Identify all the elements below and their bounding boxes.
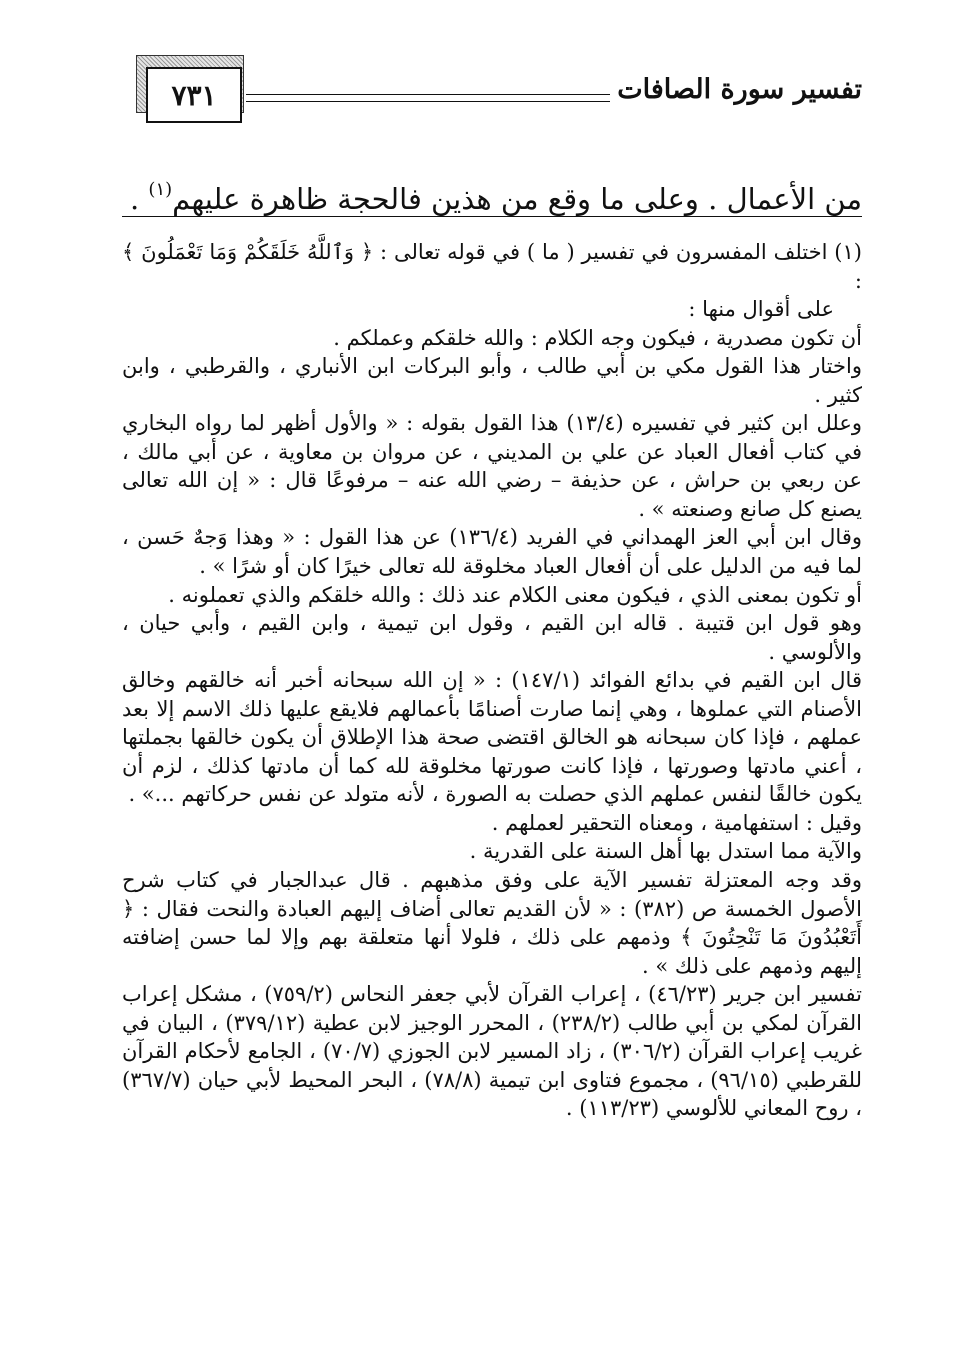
footnote-paragraph: على أقوال منها :: [688, 297, 834, 322]
footnote-paragraph: وقال ابن أبي العز الهمداني في الفريد (١٣٦/٤) عن هذا القول : « وهذا وَجهٌ حَسن ، لما فيه من الدليل على أن أفعال العباد مخلوقة لله تعالى خيرًا كان أو شرًا » .: [122, 525, 862, 579]
running-title: تفسير سورة الصافات: [617, 74, 862, 105]
page-number: ٧٣١: [171, 78, 217, 112]
footnote-paragraph: قال ابن القيم في بدائع الفوائد (١٤٧/١) : « إن الله سبحانه أخبر أنه خالقهم وخالق الأصنام التي عملوها ، وهي إنما صارت أصنامًا بأعمالهم فلايقع عليها ذلك الاسم إلا بعد عملهم ، فإذا كان سبحانه هو الخالق اقتضى صحة هذا الإطلاق أن يكون خالقها بجملتها ، أعني مادتها وصورتها ، فإذا كانت صورتها مخلوقة لله كما أن مادتها كذلك ، لزم أن يكون خالقًا لنفس عملهم الذي حصلت به الصورة ، لأنه متولد عن نفس حركاتهم ...» .: [122, 668, 862, 807]
main-text-line: [122, 168, 862, 221]
footnote-paragraph: وعلل ابن كثير في تفسيره (١٣/٤) هذا القول بقوله : « والأول أظهر لما رواه البخاري في كتاب أفعال العباد عن علي بن المديني ، عن مروان بن معاوية ، عن أبي مالك ، عن ربعي بن حراش ، عن حذيفة – رضي الله عنه – مرفوعًا قال : « إن الله تعالى يصنع كل صانع وصنعته » .: [122, 411, 862, 521]
footnote-paragraph: وهو قول ابن قتيبة . قاله ابن القيم ، وقول ابن تيمية ، وابن القيم ، وأبي حيان ، والألوسي .: [122, 611, 862, 664]
main-text-end: .: [129, 182, 149, 216]
footnote-paragraph: واختار هذا القول مكي بن أبي طالب ، وأبو البركات ابن الأنباري ، والقرطبي ، وابن كثير .: [122, 354, 862, 407]
page-number-box: [146, 67, 242, 123]
footnote-paragraph: وقيل : استفهامية ، ومعناه التحقير لعملهم .: [491, 810, 862, 835]
footnote-paragraph: (١) اختلف المفسرون في تفسير ( ما ) في قوله تعالى : ﴿ وَٱللَّهُ خَلَقَكُمْ وَمَا تَعْمَلُونَ ﴾ :: [122, 240, 862, 293]
footnote-paragraph: تفسير ابن جرير (٤٦/٢٣) ، إعراب القرآن لأبي جعفر النحاس (٧٥٩/٢) ، مشكل إعراب القرآن لمكي بن أبي طالب (٢٣٨/٢) ، المحرر الوجيز لابن عطية (٣٧٩/١٢) ، البيان في غريب إعراب القرآن (٣٠٦/٢) ، زاد المسير لابن الجوزي (٧٠/٧) ، الجامع لأحكام القرآن للقرطبي (٩٦/١٥) ، مجموع فتاوى ابن تيمية (٧٨/٨) ، البحر المحيط لأبي حيان (٣٦٧/٧) ، روح المعاني للألوسي (١١٣/٢٣) .: [122, 982, 863, 1121]
footnote-paragraph: أن تكون مصدرية ، فيكون وجه الكلام : والله خلقكم وعملكم .: [333, 325, 862, 350]
header-divider: [246, 94, 610, 102]
footnote-paragraph: وقد وجه المعتزلة تفسير الآية على وفق مذهبهم . قال عبدالجبار في كتاب شرح الأصول الخمسة ص (٣٨٢) : « لأن القديم تعالى أضاف إليهم العبادة والنحت فقال : ﴿ أَتَعْبُدُونَ مَا تَنْحِتُونَ ﴾ وذمهم على ذلك ، فلولا أنها متعلقة بهم وإلا لما حسن إضافته إليهم وذمهم على ذلك » .: [122, 868, 862, 978]
footnote-paragraph: أو تكون بمعنى الذي ، فيكون معنى الكلام عند ذلك : والله خلقكم والذي تعملونه .: [168, 582, 862, 607]
footnote-separator: [122, 216, 862, 217]
footnotes-block: [122, 238, 862, 1123]
footnote-paragraph: والآية مما استدل بها أهل السنة على القدرية .: [469, 839, 862, 864]
footnote-marker[interactable]: (١): [148, 179, 173, 200]
main-text: من الأعمال . وعلى ما وقع من هذين فالحجة ظاهرة عليهم: [172, 182, 862, 216]
